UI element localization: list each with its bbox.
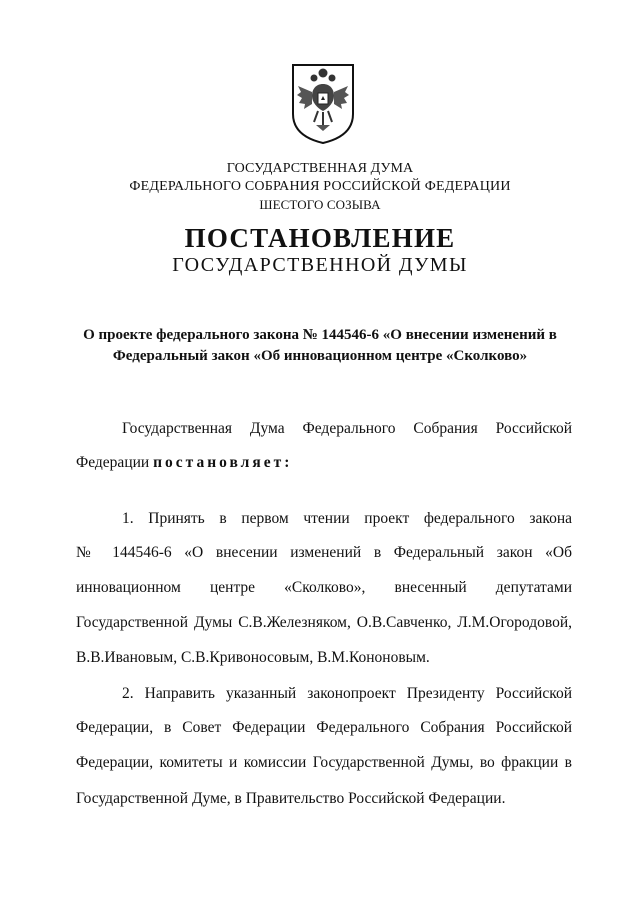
item1-line1: 1. Принять в первом чтении проект федерального закона [122, 510, 572, 527]
item2-line2: Федерации, в Совет Федерации Федерального Собрания Российской [76, 719, 572, 736]
coat-of-arms-emblem [290, 62, 356, 146]
preamble-line2-prefix: Федерации [76, 454, 154, 471]
preamble-line1: Государственная Дума Федерального Собрания Российской [122, 420, 572, 437]
item1-line3: инновационном центре «Сколково», внесенный депутатами [76, 579, 572, 596]
item2-line4: Государственной Думе, в Правительство Российской Федерации. [76, 790, 506, 807]
subject-line1: О проекте федерального закона № 144546-6 «О внесении изменений в [83, 327, 557, 343]
resolves-keyword: постановляет: [153, 454, 293, 471]
organization-name-line2: ФЕДЕРАЛЬНОГО СОБРАНИЯ РОССИЙСКОЙ ФЕДЕРАЦИИ [129, 179, 511, 194]
item2-line3: Федерации, комитеты и комиссии Государственной Думы, во фракции в [76, 754, 572, 771]
organization-name-line1: ГОСУДАРСТВЕННАЯ ДУМА [226, 161, 414, 176]
convocation-line: ШЕСТОГО СОЗЫВА [259, 197, 381, 212]
item2-line1: 2. Направить указанный законопроект Президенту Российской [122, 685, 572, 702]
preamble-line2 [76, 453, 572, 473]
document-type-title: ПОСТАНОВЛЕНИЕ [184, 223, 456, 253]
item1-line2: № 144546-6 «О внесении изменений в Федеральный закон «Об [76, 544, 572, 561]
item1-line4: Государственной Думы С.В.Железняком, О.В.Савченко, Л.М.Огородовой, [76, 614, 572, 631]
subject-line2: Федеральный закон «Об инновационном центре «Сколково» [112, 348, 528, 364]
item1-line5: В.В.Ивановым, С.В.Кривоносовым, В.М.Кононовым. [76, 649, 430, 666]
document-type-subtitle: ГОСУДАРСТВЕННОЙ ДУМЫ [172, 254, 468, 276]
